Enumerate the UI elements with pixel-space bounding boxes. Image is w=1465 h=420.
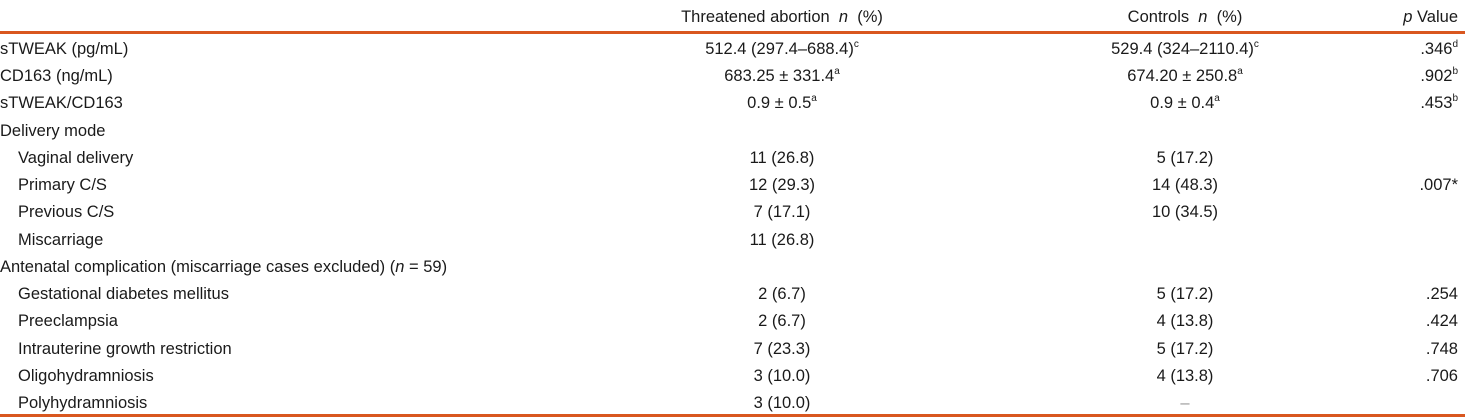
table-top-rule	[0, 31, 1465, 34]
p-value: .424	[1425, 312, 1458, 330]
p-value: .007*	[1419, 176, 1458, 194]
row-label: Antenatal complication (miscarriage cases excluded) (n = 59)	[0, 258, 448, 276]
header-p-value: p Value	[1403, 8, 1458, 26]
row-label: Gestational diabetes mellitus	[18, 285, 229, 303]
p-value: .453$^b$	[1420, 92, 1458, 112]
row-label: CD163 (ng/mL)	[0, 67, 113, 85]
row-label: Intrauterine growth restriction	[18, 340, 232, 358]
p-value: .254	[1425, 285, 1458, 303]
row-label: Primary C/S	[18, 176, 107, 194]
p-value: .748	[1425, 340, 1458, 358]
row-label: Preeclampsia	[18, 312, 118, 330]
row-label: Miscarriage	[18, 231, 104, 249]
row-label: Previous C/S	[18, 203, 115, 221]
table-bottom-rule	[0, 414, 1465, 417]
row-label: Delivery mode	[0, 122, 106, 140]
p-value: .706	[1425, 367, 1458, 385]
p-value: .346$^d$	[1420, 38, 1458, 58]
row-label: Oligohydramniosis	[18, 367, 154, 385]
row-label: sTWEAK (pg/mL)	[0, 40, 129, 58]
row-label: Vaginal delivery	[18, 149, 134, 167]
p-value: .902$^b$	[1420, 65, 1458, 85]
row-label: Polyhydramniosis	[18, 394, 148, 412]
row-label: sTWEAK/CD163	[0, 94, 123, 112]
